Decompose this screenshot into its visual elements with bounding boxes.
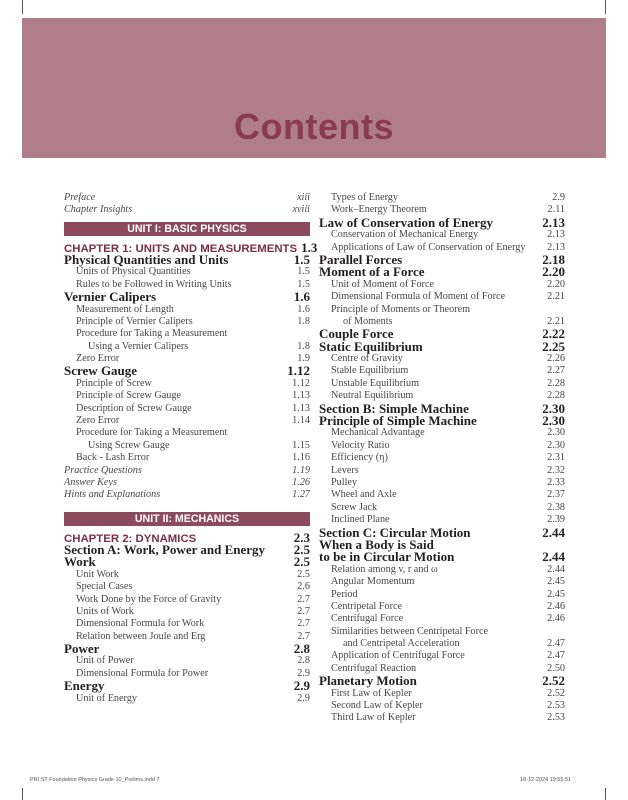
toc-label: Screw Gauge xyxy=(64,363,138,379)
toc-label: Centripetal Force xyxy=(331,600,403,612)
toc-subentry xyxy=(64,693,310,705)
toc-subentry xyxy=(319,304,565,316)
toc-page-number: 2.30 xyxy=(547,427,565,439)
toc-page-number: 2.8 xyxy=(297,655,310,667)
toc-subentry xyxy=(64,378,310,390)
toc-subentry xyxy=(319,378,565,390)
toc-label: Hints and Explanations xyxy=(64,489,161,501)
toc-label: Screw Jack xyxy=(331,501,378,513)
toc-heading xyxy=(64,251,310,267)
toc-subentry xyxy=(319,452,565,464)
toc-label: Planetary Motion xyxy=(319,673,417,689)
toc-subentry xyxy=(319,576,565,588)
toc-page-number: 2.30 xyxy=(542,400,565,416)
toc-label: Section A: Work, Power and Energy xyxy=(64,541,266,557)
toc-label: Law of Conservation of Energy xyxy=(319,214,494,230)
toc-page-number: 1.5 xyxy=(293,251,310,267)
toc-page-number: 2.25 xyxy=(542,338,565,354)
toc-page-number: 1.12 xyxy=(287,363,310,379)
toc-label: Unstable Equilibrium xyxy=(331,377,419,389)
toc-label: Using Screw Gauge xyxy=(88,439,170,451)
toc-subentry xyxy=(64,452,310,464)
toc-page-number: 1.5 xyxy=(297,278,310,290)
spacer xyxy=(64,502,310,512)
toc-label: Power xyxy=(64,641,100,657)
toc-label: UNIT I: BASIC PHYSICS xyxy=(127,223,247,236)
toc-page-number: 2.9 xyxy=(552,192,565,203)
toc-subentry xyxy=(64,594,310,606)
toc-label: Principle of Simple Machine xyxy=(319,413,477,429)
toc-page-number: 2.20 xyxy=(547,278,565,290)
toc-subentry xyxy=(64,328,310,340)
toc-subentry xyxy=(64,569,310,581)
toc-page-number: 2.33 xyxy=(547,476,565,488)
toc-subentry xyxy=(319,700,565,712)
toc-label: Conservation of Mechanical Energy xyxy=(331,229,479,241)
toc-page-number: 2.11 xyxy=(547,204,565,216)
toc-label: Zero Error xyxy=(76,353,120,365)
toc-page-number: 2.50 xyxy=(547,662,565,674)
toc-label: Velocity Ratio xyxy=(331,439,390,451)
toc-page-number: 2.31 xyxy=(547,452,565,464)
toc-label: Procedure for Taking a Measurement xyxy=(76,328,228,340)
toc-label: Work Done by the Force of Gravity xyxy=(76,593,222,605)
toc-subentry xyxy=(319,440,565,452)
toc-label: Pulley xyxy=(331,476,358,488)
toc-page-number: 2.9 xyxy=(297,692,310,704)
toc-matter-entry xyxy=(64,465,310,477)
toc-subentry xyxy=(64,440,310,452)
toc-page-number: xviii xyxy=(292,204,310,216)
toc-page-number: 2.7 xyxy=(297,605,310,617)
toc-label: UNIT II: MECHANICS xyxy=(134,513,240,526)
toc-label: Centre of Gravity xyxy=(331,353,403,365)
toc-label: Back - Lash Error xyxy=(76,452,150,464)
toc-label: Relation between Joule and Erg xyxy=(76,630,206,642)
toc-label: Levers xyxy=(331,464,359,476)
toc-page-number: 2.47 xyxy=(547,650,565,662)
toc-page-number: 2.30 xyxy=(542,413,565,429)
toc-page-number: 2.21 xyxy=(547,315,565,327)
toc-page-number: 1.8 xyxy=(297,315,310,327)
toc-subentry xyxy=(64,655,310,667)
toc-subentry xyxy=(64,415,310,427)
toc-page-number: 2.7 xyxy=(297,630,310,642)
toc-label: Units of Work xyxy=(76,605,134,617)
toc-label: Measurement of Length xyxy=(76,303,174,315)
toc-page-number: 2.30 xyxy=(547,439,565,451)
toc-label: Dimensional Formula for Work xyxy=(76,618,205,630)
toc-label: Wheel and Axle xyxy=(331,489,397,501)
toc-page-number: 2.39 xyxy=(547,514,565,526)
toc-subentry xyxy=(319,638,565,650)
toc-subentry xyxy=(64,631,310,643)
toc-label: Dimensional Formula of Moment of Force xyxy=(331,291,506,303)
toc-label: Couple Force xyxy=(319,326,394,342)
toc-page-number: 1.6 xyxy=(297,303,310,315)
toc-label: Unit of Moment of Force xyxy=(331,278,434,290)
toc-subentry xyxy=(319,365,565,377)
toc-subentry xyxy=(319,626,565,638)
toc-label: Special Cases xyxy=(76,581,133,593)
toc-label: Zero Error xyxy=(76,415,120,427)
toc-label: Applications of Law of Conservation of Energy xyxy=(331,241,526,253)
toc-matter-entry xyxy=(64,477,310,489)
toc-label: Parallel Forces xyxy=(319,251,403,267)
toc-heading xyxy=(319,675,565,687)
toc-label: Principle of Vernier Calipers xyxy=(76,315,193,327)
toc-page-number: 2.22 xyxy=(542,326,565,342)
toc-label: Types of Energy xyxy=(331,192,398,203)
toc-page-number: 2.18 xyxy=(542,251,565,267)
toc-subentry xyxy=(64,304,310,316)
toc-label: to be in Circular Motion xyxy=(319,549,455,565)
toc-subentry xyxy=(319,477,565,489)
toc-page-number: 2.5 xyxy=(293,541,310,557)
toc-subentry xyxy=(319,589,565,601)
toc-label: Section B: Simple Machine xyxy=(319,400,469,416)
toc-subentry xyxy=(319,489,565,501)
toc-label: Principle of Screw xyxy=(76,377,152,389)
page-title: Contents xyxy=(234,106,394,147)
toc-label: Dimensional Formula for Power xyxy=(76,667,209,679)
toc-heading xyxy=(319,266,565,278)
toc-heading xyxy=(64,680,310,692)
toc-label: Section C: Circular Motion xyxy=(319,524,471,540)
toc-label: Unit of Power xyxy=(76,655,134,667)
toc-page-number: 1.13 xyxy=(292,402,310,414)
toc-label: Relation among v, r and ω xyxy=(331,563,438,575)
toc-label: Centrifugal Reaction xyxy=(331,662,417,674)
toc-subentry xyxy=(64,390,310,402)
toc-subentry xyxy=(64,403,310,415)
toc-page-number: 2.28 xyxy=(547,377,565,389)
toc-subentry xyxy=(319,712,565,724)
toc-label: Principle of Moments or Theorem xyxy=(331,303,471,315)
toc-heading xyxy=(64,541,310,557)
footer-timestamp: 18-12-2024 19:55:51 xyxy=(520,777,572,783)
toc-page-number: 1.26 xyxy=(292,476,310,488)
toc-page-number: 2.28 xyxy=(547,390,565,402)
crop-mark-bottom-right xyxy=(605,788,606,800)
toc-page-number: 2.44 xyxy=(542,524,565,540)
crop-mark-top-left xyxy=(22,0,23,14)
toc-subentry xyxy=(319,229,565,241)
toc-page-number: 2.3 xyxy=(293,529,310,545)
toc-page-number: 2.27 xyxy=(547,365,565,377)
toc-label: Moment of a Force xyxy=(319,264,425,280)
toc-label: Neutral Equilibrium xyxy=(331,390,414,402)
toc-matter-entry xyxy=(64,489,310,501)
crop-mark-bottom-left xyxy=(22,788,23,800)
toc-subentry xyxy=(64,618,310,630)
toc-page-number: 2.38 xyxy=(547,501,565,513)
toc-label: and Centripetal Acceleration xyxy=(343,638,460,650)
toc-label: CHAPTER 2: DYNAMICS xyxy=(64,532,197,545)
toc-page-number: 2.9 xyxy=(297,667,310,679)
toc-page-number: 2.37 xyxy=(547,489,565,501)
toc-subentry xyxy=(319,353,565,365)
toc-page-number: 2.32 xyxy=(547,464,565,476)
toc-page-number: 2.46 xyxy=(547,613,565,625)
toc-subentry xyxy=(64,316,310,328)
toc-page-number: 2.26 xyxy=(547,353,565,365)
toc-label: Principle of Screw Gauge xyxy=(76,390,181,402)
toc-label: Vernier Calipers xyxy=(64,289,157,305)
toc-heading xyxy=(64,556,310,568)
toc-subentry xyxy=(319,613,565,625)
toc-page-number: 1.8 xyxy=(297,340,310,352)
toc-subentry xyxy=(319,650,565,662)
toc-label: Preface xyxy=(64,192,96,203)
toc-page-number: 1.27 xyxy=(292,489,310,501)
toc-subentry xyxy=(319,502,565,514)
toc-page-number: 1.6 xyxy=(293,289,310,305)
toc-label: Energy xyxy=(64,678,105,694)
toc-page-number: 2.6 xyxy=(297,581,310,593)
toc-heading xyxy=(319,214,565,230)
footer-file-name: PRI ST Foundation Physics Grade 10_Prelims.indd 7 xyxy=(30,777,160,783)
toc-page-number: 2.13 xyxy=(542,214,565,230)
toc-page-number: 1.13 xyxy=(292,390,310,402)
toc-label: When a Body is Said xyxy=(319,536,434,552)
toc-page-number: 2.44 xyxy=(547,563,565,575)
toc-label: Chapter Insights xyxy=(64,204,133,216)
toc-subentry xyxy=(319,427,565,439)
unit-banner xyxy=(64,222,310,236)
toc-page-number: 2.44 xyxy=(542,549,565,565)
toc-page-number: 2.53 xyxy=(547,700,565,712)
toc-label: Units of Physical Quantities xyxy=(76,266,191,278)
toc-label: of Moments xyxy=(343,315,393,327)
toc-heading xyxy=(64,365,310,377)
toc-page-number: 1.3 xyxy=(301,239,318,255)
toc-page-number: 1.5 xyxy=(297,266,310,278)
toc-label: Mechanical Advantage xyxy=(331,427,425,439)
toc-page-number: 1.15 xyxy=(292,439,310,451)
toc-page-number: 2.20 xyxy=(542,264,565,280)
toc-label: Third Law of Kepler xyxy=(331,712,416,724)
toc-label: Physical Quantities and Units xyxy=(64,251,229,267)
toc-matter-entry xyxy=(64,192,310,204)
toc-label: First Law of Kepler xyxy=(331,687,412,699)
toc-subentry xyxy=(64,341,310,353)
toc-page-number: 2.7 xyxy=(297,593,310,605)
toc-label: Procedure for Taking a Measurement xyxy=(76,427,228,439)
toc-page-number: 2.8 xyxy=(293,641,310,657)
toc-heading xyxy=(319,415,565,427)
toc-right-column xyxy=(319,192,565,725)
toc-left-column xyxy=(64,192,318,705)
toc-label: Angular Momentum xyxy=(331,576,415,588)
toc-label: Rules to be Followed in Writing Units xyxy=(76,278,232,290)
toc-label: Stable Equilibrium xyxy=(331,365,409,377)
toc-label: Similarities between Centripetal Force xyxy=(331,625,489,637)
toc-subentry xyxy=(319,688,565,700)
toc-subentry xyxy=(319,291,565,303)
toc-page-number: 2.46 xyxy=(547,600,565,612)
toc-heading xyxy=(64,643,310,655)
toc-page-number: 1.12 xyxy=(292,377,310,389)
unit-banner xyxy=(64,512,310,526)
toc-label: Work xyxy=(64,554,96,570)
toc-label: Work–Energy Theorem xyxy=(331,204,427,216)
toc-subentry xyxy=(319,601,565,613)
toc-label: Period xyxy=(331,588,358,600)
toc-subentry xyxy=(64,581,310,593)
toc-label: Inclined Plane xyxy=(331,514,390,526)
toc-subentry xyxy=(319,465,565,477)
toc-label: Efficiency (η) xyxy=(331,452,388,464)
toc-page-number: 1.14 xyxy=(292,415,310,427)
toc-label: Centrifugal Force xyxy=(331,613,404,625)
toc-label: Unit of Energy xyxy=(76,692,137,704)
toc-page-number: 2.45 xyxy=(547,588,565,600)
toc-label: Answer Keys xyxy=(64,476,117,488)
toc-label: Description of Screw Gauge xyxy=(76,402,192,414)
toc-subentry xyxy=(64,606,310,618)
toc-page-number: 2.5 xyxy=(293,554,310,570)
toc-page-number: 2.47 xyxy=(547,638,565,650)
toc-label: Static Equilibrium xyxy=(319,338,423,354)
toc-heading xyxy=(319,338,565,354)
toc-page-number: 2.7 xyxy=(297,618,310,630)
toc-page-number: 1.9 xyxy=(297,353,310,365)
toc-label: Application of Centrifugal Force xyxy=(331,650,465,662)
toc-label: Practice Questions xyxy=(64,464,142,476)
toc-matter-entry xyxy=(64,204,310,216)
toc-heading xyxy=(319,551,565,563)
toc-page-number: 2.45 xyxy=(547,576,565,588)
toc-page-number: 2.13 xyxy=(547,229,565,241)
toc-page-number: 2.5 xyxy=(297,568,310,580)
toc-page-number: 2.53 xyxy=(547,712,565,724)
toc-page-number: 1.19 xyxy=(292,464,310,476)
toc-page-number: 2.9 xyxy=(293,678,310,694)
contents-banner xyxy=(22,18,606,158)
toc-page-number: 2.52 xyxy=(542,673,565,689)
toc-subentry xyxy=(319,564,565,576)
toc-label: Second Law of Kepler xyxy=(331,700,423,712)
toc-subentry xyxy=(319,192,565,204)
toc-page-number: 2.21 xyxy=(547,291,565,303)
toc-subentry xyxy=(64,266,310,278)
toc-page-number: 2.52 xyxy=(547,687,565,699)
crop-mark-top-right xyxy=(605,0,606,14)
toc-page-number: 1.16 xyxy=(292,452,310,464)
toc-page-number: 2.13 xyxy=(547,241,565,253)
toc-heading xyxy=(64,291,310,303)
toc-label: Unit Work xyxy=(76,568,119,580)
toc-page-number: xiii xyxy=(296,192,310,203)
toc-subentry xyxy=(64,427,310,439)
toc-label: Using a Vernier Calipers xyxy=(88,340,189,352)
toc-subentry xyxy=(319,279,565,291)
toc-label: CHAPTER 1: UNITS AND MEASUREMENTS xyxy=(64,242,298,255)
